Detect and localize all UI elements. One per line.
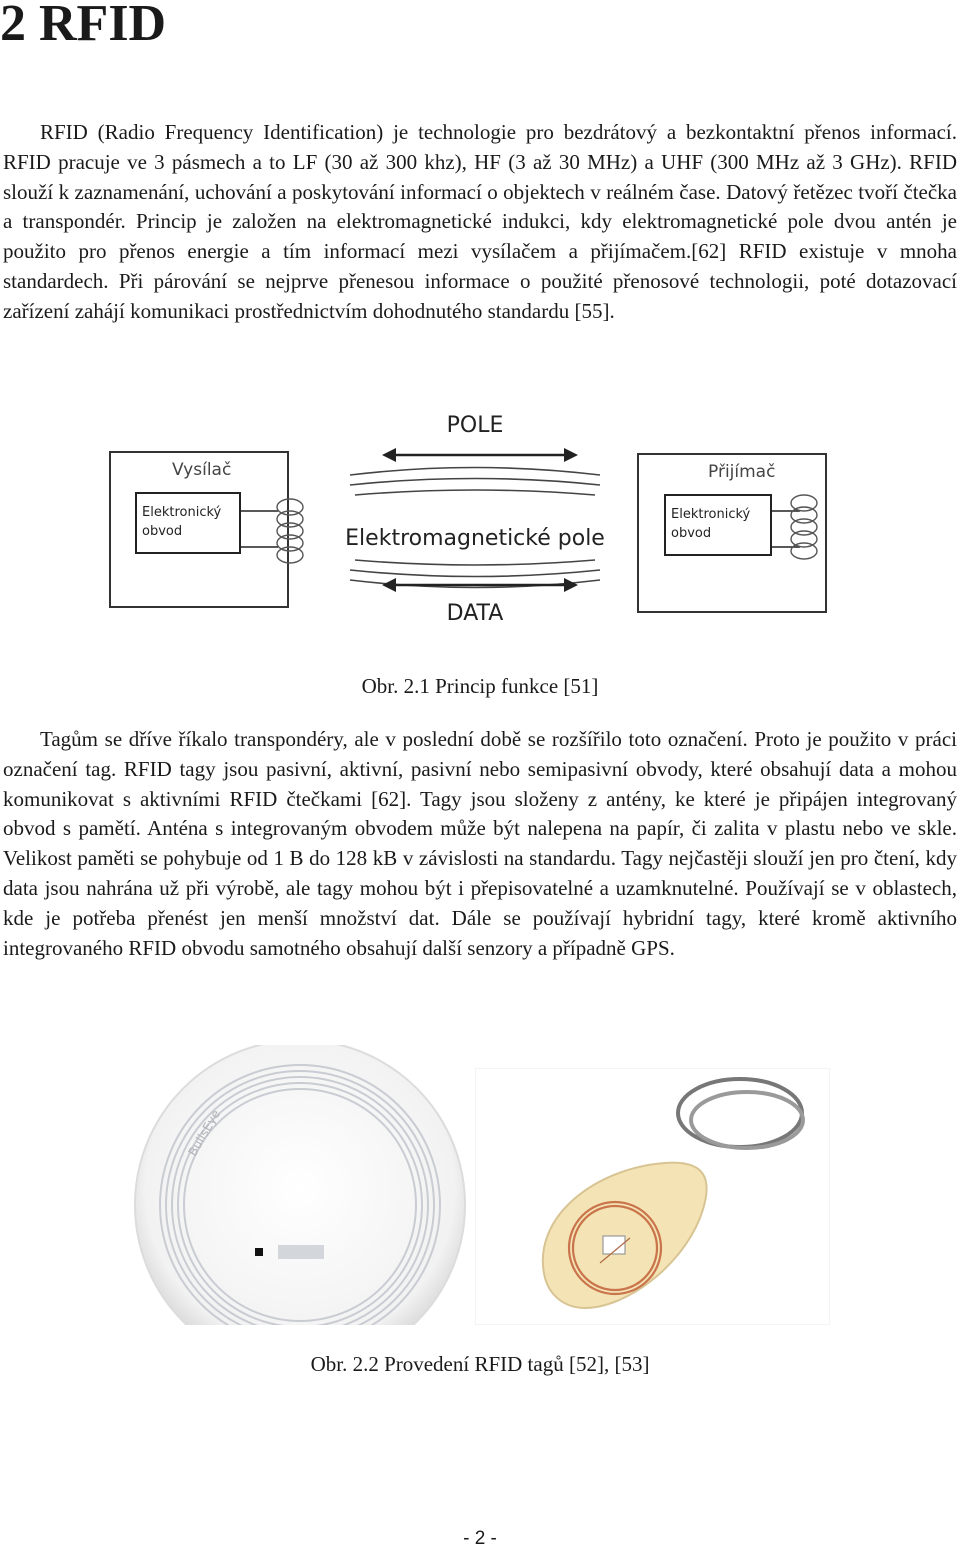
section-heading: 2 RFID: [0, 0, 167, 52]
rfid-keyfob-image: [475, 1068, 830, 1325]
rfid-sticker-icon: [130, 1045, 470, 1325]
receiver-label: Přijímač: [708, 462, 776, 482]
rfid-principle-figure: [100, 405, 860, 645]
rfid-principle-diagram: [100, 405, 860, 645]
intro-paragraph: [3, 118, 957, 327]
tags-paragraph: [3, 725, 957, 963]
transmitter-coil-icon: [277, 499, 303, 563]
transmitter-block: [110, 452, 288, 607]
sticker-brand: BullsEye: [185, 1107, 224, 1159]
double-arrow-bottom: [382, 578, 578, 592]
field-bottom-label: DATA: [446, 601, 504, 626]
rfid-sticker-image: [130, 1045, 470, 1325]
transmitter-circuit-line2: obvod: [142, 524, 183, 539]
tags-paragraph-text: Tagům se dříve říkalo transpondéry, ale v poslední době se rozšířilo toto označení. Proto je použito v práci označení tag. RFID tagy jsou pasivní, aktivní, pasivní nebo semipasivní obvody, které obsahují data a mohou komunikovat s aktivními RFID čtečkami [62]. Tagy jsou složeny z antény, ke které je připájen integrovaný obvod s pamětí. Anténa s integrovaným obvodem může být nalepena na papír, či zalita v plastu nebo ve skle. Velikost paměti se pohybuje od 1 B do 128 kB v závislosti na standardu. Tagy nejčastěji slouží jen pro čtení, kdy data jsou nahrána už při výrobě, ale tagy mohou být i přepisovatelné a uzamknutelné. Používají se v oblastech, kde je potřeba přenést jen menší množství dat. Dále se používají hybridní tagy, které kromě aktivního integrovaného RFID obvodu samotného obsahují další senzory a případně GPS.: [3, 727, 957, 960]
field-top-label: POLE: [446, 413, 504, 438]
transmitter-label: Vysílač: [172, 460, 232, 480]
receiver-block: [638, 454, 826, 612]
intro-paragraph-text: RFID (Radio Frequency Identification) je technologie pro bezdrátový a bezkontaktní přenos informací. RFID pracuje ve 3 pásmech a to LF (30 až 300 khz), HF (3 až 30 MHz) a UHF (300 MHz až 3 GHz). RFID slouží k zaznamenání, uchování a poskytování informací o objektech v reálném čase. Datový řetězec tvoří čtečka a transpondér. Princip je založen na elektromagnetické indukci, kdy elektromagnetické pole dvou antén je použito pro přenos energie a tím informací mezi vysílačem a přijímačem.[62] RFID existuje v mnoha standardech. Při párování se nejprve přenesou informace o použité přenosové technologii, poté dotazovací zařízení zahájí komunikaci prostřednictvím dohodnutého standardu [55].: [3, 120, 957, 323]
figure2-caption: Obr. 2.2 Provedení RFID tagů [52], [53]: [310, 1352, 650, 1376]
transmitter-circuit-line1: Elektronický: [142, 505, 222, 520]
rfid-keyfob-icon: [475, 1068, 830, 1325]
receiver-circuit-line2: obvod: [671, 526, 712, 541]
figure1-caption: Obr. 2.1 Princip funkce [51]: [361, 674, 599, 698]
double-arrow-top: [382, 448, 578, 462]
receiver-circuit-line1: Elektronický: [671, 507, 751, 522]
receiver-coil-icon: [791, 495, 817, 559]
page-number: - 2 -: [463, 1528, 497, 1549]
field-label: Elektromagnetické pole: [345, 526, 605, 551]
